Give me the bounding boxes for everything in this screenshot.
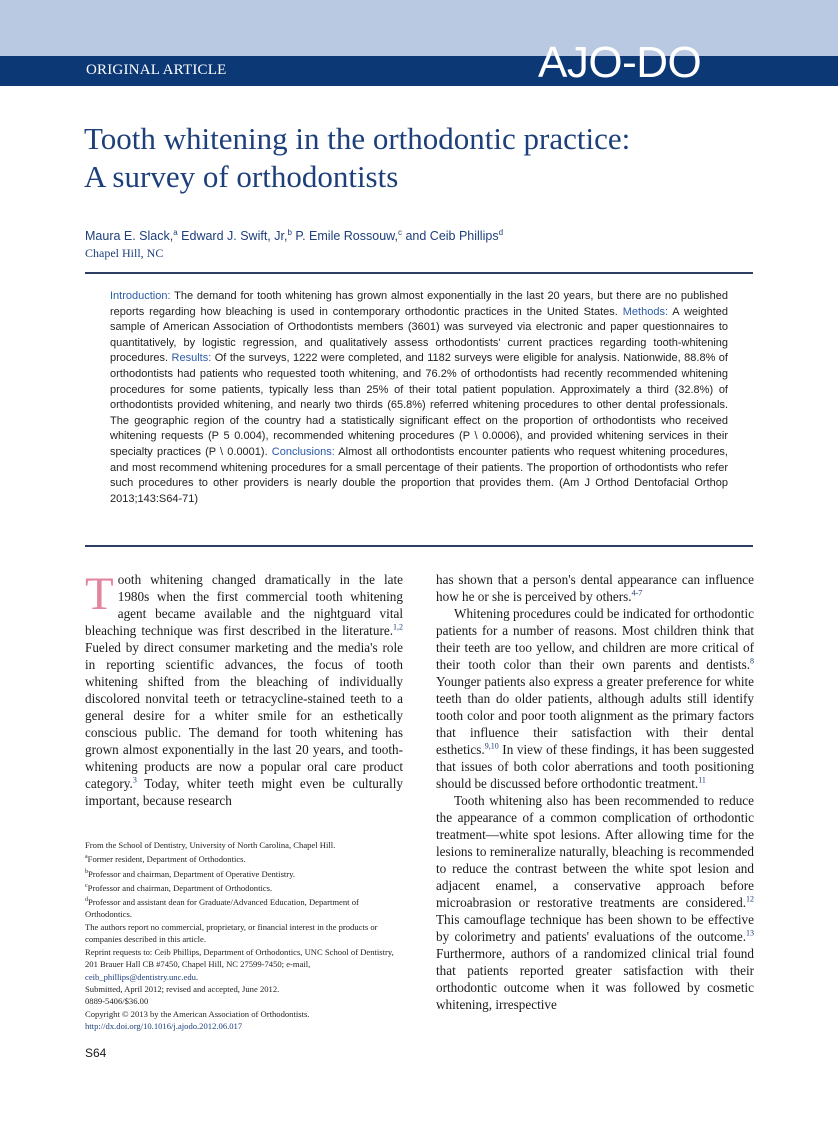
author-4: and Ceib Phillips — [401, 229, 499, 244]
article-type-label: ORIGINAL ARTICLE — [86, 62, 227, 78]
title-line-2: A survey of orthodontists — [84, 159, 399, 194]
author-3-affil: c — [397, 228, 402, 237]
divider-bottom — [85, 545, 753, 547]
page-number: S64 — [85, 1046, 107, 1060]
body-column-left — [85, 568, 403, 809]
paragraph-text: Tooth whitening also has been recommended to reduce the appearance of a common complication of orthodontic treatment—white spot lesions. After allowing time for the lesions to remineralize naturally, bleaching is recommended to reduce the contrast between the white spot lesion and adjacent enamel, a conservative approach before microabrasion or restorative treatments are considered. — [436, 793, 754, 910]
citation-link[interactable]: 11 — [698, 775, 706, 785]
footnote-school: From the School of Dentistry, University of North Carolina, Chapel Hill. — [85, 840, 336, 850]
footnote-copyright: Copyright © 2013 by the American Association of Orthodontists. — [85, 1008, 310, 1019]
author-1-affil: a — [173, 228, 178, 237]
body-paragraph — [436, 605, 754, 792]
paragraph-text: Today, whiter teeth might even be culturally important, because research — [85, 776, 403, 808]
paragraph-text: This camouflage technique has been shown to be effective by colorimetry and patients' evaluations of the outcome. — [436, 912, 754, 944]
author-4-affil: d — [498, 228, 504, 237]
citation-link[interactable]: 3 — [132, 775, 137, 785]
footnote-reprint: Reprint requests to: Ceib Phillips, Department of Orthodontics, UNC School of Dentistry, 201 Brauer Hall CB #7450, Chapel Hill, NC 27599-7450; e-mail, ceib_phillips@dentistry.unc.edu. — [85, 946, 394, 982]
footnote-a: $^a$Former resident, Department of Orthodontics. — [85, 854, 246, 865]
abstract — [110, 289, 728, 507]
paragraph-text: Furthermore, authors of a randomized clinical trial found that patients reported greater satisfaction with their orthodontic outcome when it was followed by cosmetic whitening, irrespective — [436, 946, 754, 1012]
abstract-intro-heading: Introduction: — [110, 290, 171, 302]
citation-link[interactable]: 13 — [746, 928, 754, 938]
footnote-b: $^b$Professor and chairman, Department of Operative Dentistry. — [85, 868, 296, 879]
header-band — [0, 0, 838, 56]
footnote-price: 0889-5406/$36.00 — [85, 996, 149, 1007]
author-3: P. Emile Rossouw, — [291, 229, 398, 244]
footnote-d: $^d$Professor and assistant dean for Graduate/Advanced Education, Department of Orthodontics. — [85, 897, 359, 920]
footnote-c: $^c$Professor and chairman, Department of Orthodontics. — [85, 882, 273, 893]
author-2-affil: b — [287, 228, 292, 237]
paragraph-text: ooth whitening changed dramatically in the late 1980s when the first commercial tooth whitening agent became available and the nightguard vital bleaching technique was first described in the literature. — [85, 572, 403, 638]
citation-link[interactable]: 8 — [750, 656, 754, 666]
paragraph-text: In view of these findings, it has been suggested that issues of both color aberrations and tooth positioning should be discussed before orthodontic treatment. — [436, 742, 754, 791]
paragraph-text: Younger patients also express a greater preference for white teeth than do older patients, although adults still identify tooth color and poor tooth alignment as the primary factors that influence their satisfaction with their dental esthetics. — [436, 674, 754, 757]
abstract-conclusions-heading: Conclusions: — [271, 445, 335, 458]
footnote-submitted: Submitted, April 2012; revised and accepted, June 2012. — [85, 983, 280, 994]
abstract-conclusions-text: Almost all orthodontists encounter patients who request whitening procedures, and most recommend whitening procedures for a small percentage of their patients. The proportion of orthodontists who refer such procedures to other providers is nearly double the proportion that provides them. (Am J Orthod Dentofacial Orthop 2013;143:S64-71) — [110, 445, 728, 505]
citation-link[interactable]: 4-7 — [631, 588, 643, 598]
abstract-results-text: Of the surveys, 1222 were completed, and 1182 surveys were eligible for analysis. Nationwide, 88.8% of orthodontists had patients who requested tooth whitening, and 76.2% of orthodontists had recently recommended whitening procedures for some patients, typically less than 25% of their total patient population. Approximately a third (32.8%) of orthodontists provided whitening, and nearly two thirds (65.8%) referred whitening procedures to other dental professionals. The geographic region of the country had a statistically significant effect on the proportion of orthodontists who received whitening requests (P 5 0.004), recommended whitening procedures (P \ 0.0006), and provided whitening services in their specialty practices (P \ 0.0001). — [110, 352, 728, 458]
citation-link[interactable]: 1,2 — [393, 622, 403, 632]
drop-cap: T — [85, 568, 114, 620]
abstract-methods-heading: Methods: — [622, 305, 668, 318]
citation-link[interactable]: 12 — [746, 894, 754, 904]
author-list — [85, 228, 503, 243]
abstract-intro-text: The demand for tooth whitening has grown almost exponentially in the last 20 years, but there are no published reports regarding how bleaching is used in contemporary orthodontic practices in the United States. — [110, 290, 728, 318]
article-title — [84, 120, 764, 196]
author-1: Maura E. Slack, — [85, 229, 174, 244]
paragraph-text: has shown that a person's dental appearance can influence how he or she is perceived by others. — [436, 572, 754, 604]
body-column-right — [436, 571, 754, 1013]
author-location: Chapel Hill, NC — [85, 246, 164, 260]
footnotes — [85, 839, 403, 1033]
body-paragraph — [436, 792, 754, 1013]
title-line-1: Tooth whitening in the orthodontic practice: — [84, 121, 631, 156]
body-paragraph — [436, 571, 754, 605]
divider-top — [85, 272, 753, 274]
paragraph-text: Whitening procedures could be indicated for orthodontic patients for a number of reasons. Most children think that their teeth are too yellow, and children are more critical of their tooth color than their own parents and dentists. — [436, 606, 754, 672]
abstract-methods-text: A weighted sample of American Association of Orthodontists members (3601) was surveyed via electronic and paper questionnaires to quantitatively, by logistic regression, and qualitatively assess orthodontists' current practices regarding tooth-whitening procedures. — [110, 305, 728, 365]
paragraph-text: Fueled by direct consumer marketing and the media's role in reporting scientific advances, the focus of tooth whitening shifted from the bleaching of individually discolored nonvital teeth or tetracycline-stained teeth to a general desire for a whiter smile for an esthetically conscious public. The demand for tooth whitening has grown almost exponentially in the last 20 years, and tooth-whitening products are now a popular oral care product category. — [85, 640, 403, 791]
footnote-interest: The authors report no commercial, proprietary, or financial interest in the products or companies described in this article. — [85, 921, 378, 945]
abstract-results-heading: Results: — [171, 352, 212, 365]
author-2: Edward J. Swift, Jr, — [177, 229, 288, 244]
journal-logo: AJO-DO — [538, 38, 702, 87]
citation-link[interactable]: 9,10 — [484, 741, 499, 751]
email-link[interactable]: ceib_phillips@dentistry.unc.edu — [85, 971, 196, 982]
doi-link[interactable]: http://dx.doi.org/10.1016/j.ajodo.2012.06.017 — [85, 1021, 243, 1032]
body-paragraph — [85, 568, 403, 809]
